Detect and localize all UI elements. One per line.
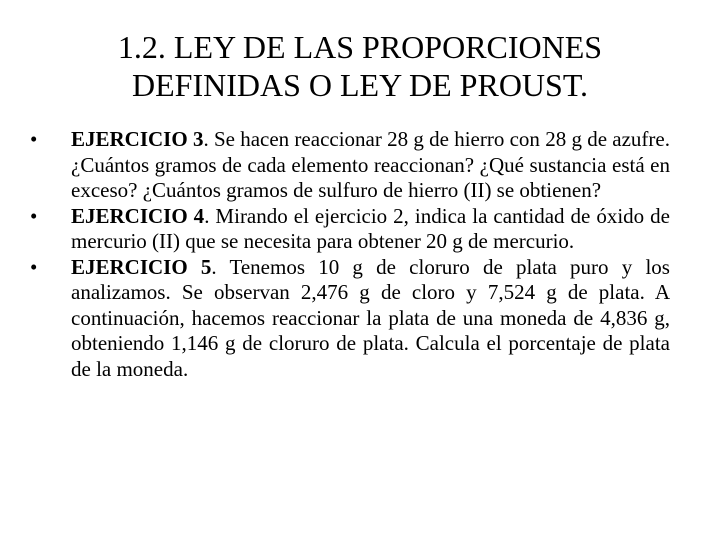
exercise-item-5: [30, 255, 670, 383]
exercise-text: . Se hacen reaccionar 28 g de hierro con 28 g de azufre. ¿Cuántos gramos de cada elemento reaccionan? ¿Qué sustancia está en exceso? ¿Cuántos gramos de sulfuro de hierro (II) se obtienen?: [71, 127, 670, 202]
exercise-text: . Mirando el ejercicio 2, indica la cantidad de óxido de mercurio (II) que se necesita para obtener 20 g de mercurio.: [71, 203, 670, 253]
bullet-icon: •: [30, 254, 38, 279]
exercise-text: . Tenemos 10 g de cloruro de plata puro y los analizamos. Se observan 2,476 g de cloro y 7,524 g de plata. A continuación, hacemos reaccionar la plata de una moneda de 4,836 g, obteniendo 1,146 g de cloruro de plata. Calcula el porcentaje de plata de la moneda.: [71, 254, 670, 381]
exercise-item-4: [30, 204, 670, 255]
bullet-icon: •: [30, 203, 38, 228]
exercise-list: [30, 127, 670, 382]
title-line-1: 1.2. LEY DE LAS PROPORCIONES: [117, 29, 603, 65]
exercise-label: EJERCICIO 3: [71, 127, 204, 151]
exercise-item-3: [30, 127, 670, 204]
title-line-2: DEFINIDAS O LEY DE PROUST.: [132, 67, 588, 103]
exercise-label: EJERCICIO 5: [71, 254, 212, 279]
slide-title: [40, 28, 680, 104]
exercise-label: EJERCICIO 4: [71, 203, 205, 228]
bullet-icon: •: [30, 127, 38, 151]
